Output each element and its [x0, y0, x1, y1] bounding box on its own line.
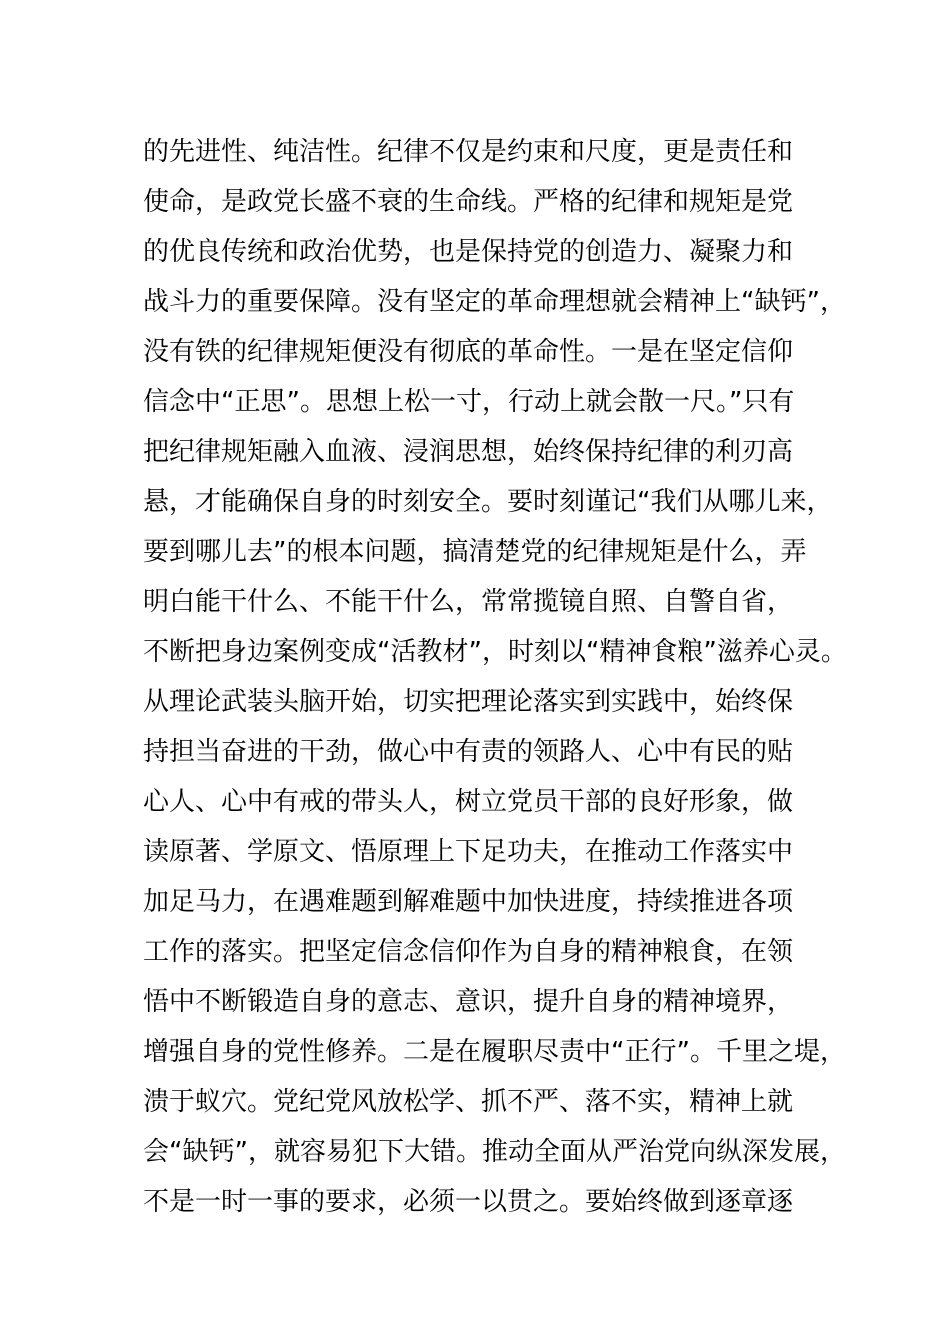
text-line: 不断把身边案例变成“活教材”，时刻以“精神食粮”滋养心灵。 — [143, 637, 847, 667]
text-line: 使命，是政党长盛不衰的生命线。严格的纪律和规矩是党 — [143, 187, 794, 217]
text-line: 从理论武装头脑开始，切实把理论落实到实践中，始终保 — [143, 687, 794, 717]
text-line: 的先进性、纯洁性。纪律不仅是约束和尺度，更是责任和 — [143, 137, 794, 167]
text-line: 悬，才能确保自身的时刻安全。要时刻谨记“我们从哪儿来， — [143, 487, 833, 517]
text-line: 心人、心中有戒的带头人，树立党员干部的良好形象，做 — [143, 787, 794, 817]
text-line: 会“缺钙”，就容易犯下大错。推动全面从严治党向纵深发展， — [143, 1137, 846, 1167]
text-line: 溃于蚁穴。党纪党风放松学、抓不严、落不实，精神上就 — [143, 1087, 794, 1117]
body-paragraph — [143, 127, 847, 1227]
text-line: 信念中“正思”。思想上松一寸，行动上就会散一尺。”只有 — [143, 387, 795, 417]
text-line: 悟中不断锻造自身的意志、意识，提升自身的精神境界， — [143, 987, 794, 1017]
text-line: 没有铁的纪律规矩便没有彻底的革命性。一是在坚定信仰 — [143, 337, 794, 367]
text-line: 把纪律规矩融入血液、浸润思想，始终保持纪律的利刃高 — [143, 437, 794, 467]
text-line: 加足马力，在遇难题到解难题中加快进度，持续推进各项 — [143, 887, 794, 917]
text-line: 增强自身的党性修养。二是在履职尽责中“正行”。千里之堤， — [143, 1037, 846, 1067]
text-line: 工作的落实。把坚定信念信仰作为自身的精神粮食，在领 — [143, 937, 794, 967]
text-line: 的优良传统和政治优势，也是保持党的创造力、凝聚力和 — [143, 237, 794, 267]
text-line: 持担当奋进的干劲，做心中有责的领路人、心中有民的贴 — [143, 737, 794, 767]
text-line: 读原著、学原文、悟原理上下足功夫，在推动工作落实中 — [143, 837, 794, 867]
text-line: 战斗力的重要保障。没有坚定的革命理想就会精神上“缺钙”， — [143, 287, 846, 317]
text-line: 要到哪儿去”的根本问题，搞清楚党的纪律规矩是什么，弄 — [143, 537, 807, 567]
text-line: 明白能干什么、不能干什么，常常揽镜自照、自警自省， — [143, 587, 794, 617]
text-line: 不是一时一事的要求，必须一以贯之。要始终做到逐章逐 — [143, 1187, 794, 1217]
